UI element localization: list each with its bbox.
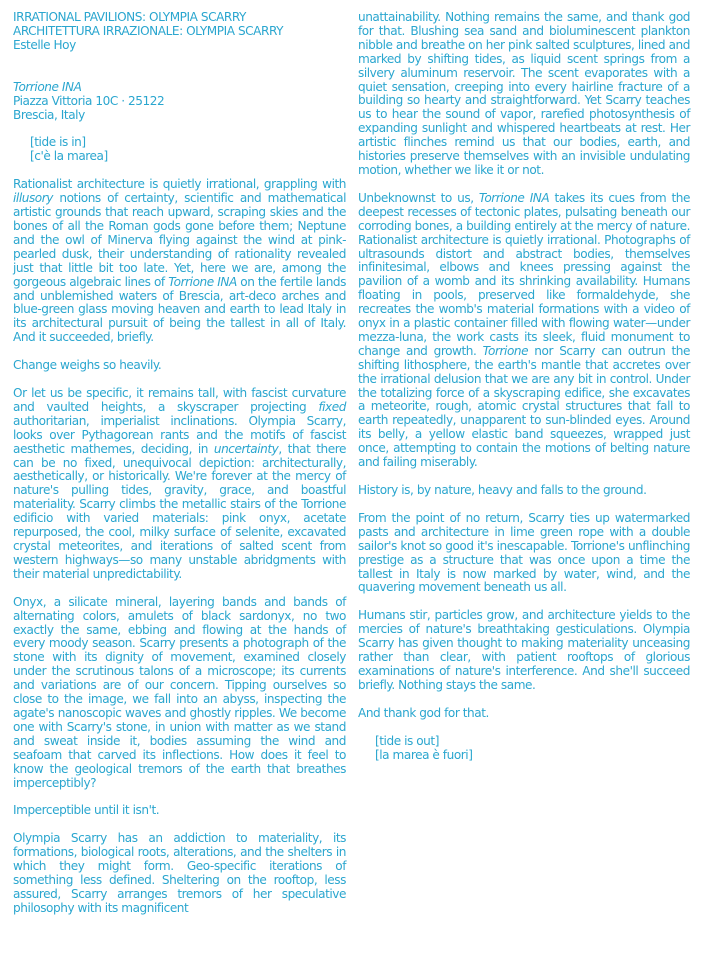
venue-name: Torrione INA — [13, 79, 82, 94]
paragraph: Onyx, a silicate mineral, layering bands and bands of alternating colors, amulets of black sardonyx, no two exactly the same, ebbing and flowing at the hands of every moody season. Scarry presents a photograph of the stone with its dignity of movement, examined closely under the scrutinous talons of a microscope; its currents and variations are of our concern. Tipping ourselves so close to the image, we fall into an abyss, inspecting the agate's nanoscopic waves and ghostly ripples. We become one with Scarry's stone, in union with matter as we stand and sweat inside it, bodies assuming the wind and seafoam that carved its inflections. How does it feel to know the geological tremors of the earth that breathes imperceptibly? — [13, 594, 346, 790]
tide-out-italian: [la marea è fuori] — [375, 747, 473, 762]
paragraph: Unbeknownst to us, Torrione INA takes its cues from the deepest recesses of tectonic plates, pulsating beneath our corroding bones, a building entirely at the mercy of nature. Rationalist architecture is quietly irrational. Photographs of ultrasounds distort and abstract bodies, themselves infinitesimal, elbows and knees pressing against the pavilion of a womb and its shrinking availability. Humans floating in pools, preserved like formaldehyde, she recreates the womb's material formations with a video of onyx in a plastic container filled with flowing water—under mezza-luna, the work casts its sleek, fluid monument to change and growth. Torrione nor Scarry can outrun the shifting lithosphere, the earth's mantle that accretes over the irrational delusion that we are any bit in control. Under the totalizing force of a skyscraping edifice, she excavates a meteorite, rough, atomic crystal structures that fall to earth repeatedly, unapparent to sun-blinded eyes. Around its belly, a yellow elastic band squeezes, wrapped just once, attempting to contain the motions of belting nature and failing miserably. — [358, 190, 691, 470]
paragraph: Change weighs so heavily. — [13, 358, 162, 373]
paragraph: unattainability. Nothing remains the same, and thank god for that. Blushing sea sand and bioluminescent plankton nibble and breathe on her pink salted sculptures, lined and marked by shifting tides, as liquid scent springs from a silvery aluminum reservoir. The scent evaporates with a quiet sensation, creeping into every hairline fracture of a building so hearty and straightforward. Yet Scarry teaches us to hear the sound of vapor, rarefied photosynthesis of expanding sunlight and whispered heartbeats at rest. Her artistic flinches remind us that our bodies, earth, and histories preserve themselves with an invisible undulating motion, whether we like it or not. — [358, 10, 690, 177]
paragraph: Rationalist architecture is quietly irrational, grappling with illusory notions of certainty, scientific and mathematical artistic grounds that reach upward, scraping skies and the bones of all the Roman gods gone before them; Neptune and the owl of Minerva flying against the wind at pink-pearled dusk, their understanding of rationality revealed just that little bit too late. Yet, here we are, among the gorgeous algebraic lines of Torrione INA on the fertile lands and unblemished waters of Brescia, art-deco arches and blue-green glass moving heaven and earth to lead Italy in its architectural pursuit of being the tallest in all of Italy. And it succeeded, briefly. — [13, 177, 346, 345]
right-column — [358, 11, 690, 763]
paragraph: Olympia Scarry has an addiction to materiality, its formations, biological roots, alterations, and the shelters in which they might form. Geo-specific iterations of something less defined. Sheltering on the rooftop, less assured, Scarry arranges tremors of her speculative philosophy with its magnificent — [13, 831, 346, 915]
paragraph: Or let us be specific, it remains tall, with fascist curvature and vaulted heights, a skyscraper projecting fixed authoritarian, imperialist inclinations. Olympia Scarry, looks over Pythagorean rants and the motifs of fascist aesthetic mathemes, deciding, in uncertainty, that there can be no fixed, unequivocal depiction: architecturally, aesthetically, or historically. We're forever at the mercy of nature's pulling tides, gravity, grace, and boastful materiality. Scarry climbs the metallic stairs of the Torrione edificio with varied materials: pink onyx, acetate repurposed, the cool, milky surface of selenite, excavated crystal meteorites, and iterations of salted scent from western highways—so many unstable abridgments with their material unpredictability. — [13, 386, 346, 581]
title-italian: ARCHITETTURA IRRAZIONALE: OLYMPIA SCARRY — [13, 23, 284, 38]
paragraph: History is, by nature, heavy and falls to the ground. — [358, 483, 647, 497]
tide-in-italian: [c'è la marea] — [30, 149, 108, 164]
left-column — [13, 11, 346, 916]
paragraph: Imperceptible until it isn't. — [13, 803, 160, 818]
tide-out-english: [tide is out] — [375, 733, 439, 748]
tide-in-english: [tide is in] — [30, 135, 86, 150]
author: Estelle Hoy — [13, 37, 76, 52]
paragraph: And thank god for that. — [358, 705, 489, 720]
venue-address: Piazza Vittoria 10C · 25122 — [13, 93, 165, 108]
venue-city: Brescia, Italy — [13, 107, 85, 122]
paragraph: From the point of no return, Scarry ties up watermarked pasts and architecture in lime green rope with a double sailor's knot so good it's inescapable. Torrione's unflinching prestige as a structure that was once upon a time the tallest in Italy is now marked by water, wind, and the quavering movement beneath us all. — [358, 510, 690, 595]
paragraph: Humans stir, particles grow, and architecture yields to the mercies of nature's breathtaking gesticulations. Olympia Scarry has given thought to making materiality unceasing rather than clear, with patient rooftops of glorious examinations of nature's interference. And she'll succeed briefly. Nothing stays the same. — [358, 608, 690, 692]
title-english: IRRATIONAL PAVILIONS: OLYMPIA SCARRY — [13, 10, 246, 24]
